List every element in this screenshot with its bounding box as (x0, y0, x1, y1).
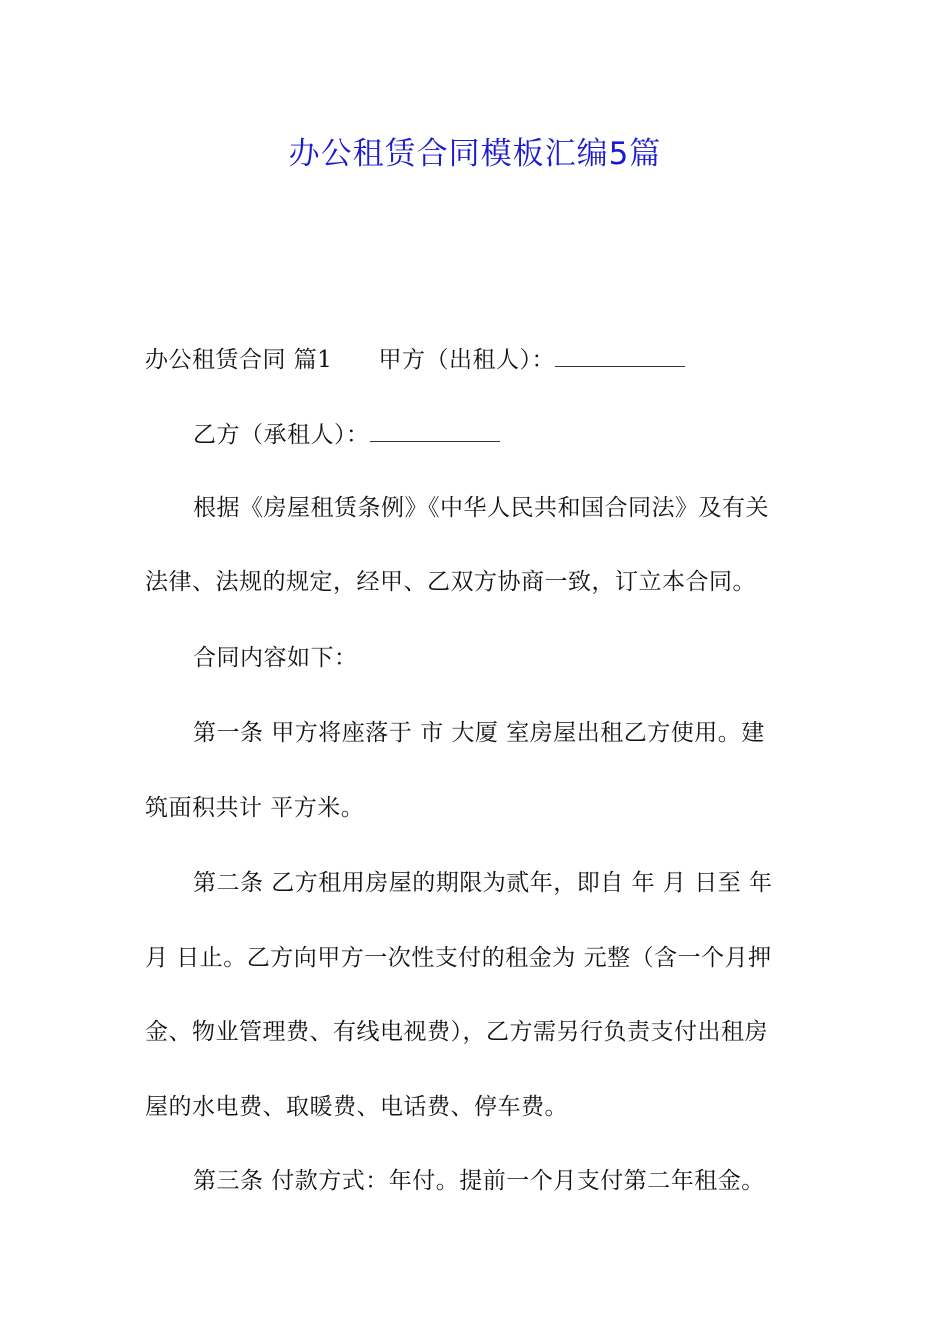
paragraph-line: 合同内容如下： (193, 645, 358, 671)
party-b-label: 乙方（承租人）： (193, 422, 370, 448)
paragraph-line: 屋的水电费、取暖费、电话费、停车费。 (145, 1094, 568, 1120)
party-a-label: 甲方（出租人）： (378, 347, 555, 373)
paragraph-line: 根据《房屋租赁条例》《中华人民共和国合同法》及有关 (193, 495, 769, 521)
paragraph-line: 第三条 付款方式：年付。提前一个月支付第二年租金。 (193, 1168, 765, 1194)
party-b-blank (370, 421, 500, 442)
contract-heading: 办公租赁合同 篇1 (145, 347, 333, 373)
document-title: 办公租赁合同模板汇编5篇 (288, 136, 662, 172)
paragraph-line: 金、物业管理费、有线电视费），乙方需另行负责支付出租房 (145, 1019, 768, 1045)
party-b-line (193, 420, 810, 450)
paragraph-line: 第二条 乙方租用房屋的期限为贰年，即自 年 月 日至 年 (193, 870, 773, 896)
paragraph-line: 筑面积共计 平方米。 (145, 795, 365, 821)
paragraph-line: 法律、法规的规定，经甲、乙双方协商一致，订立本合同。 (145, 569, 756, 595)
party-a-blank (555, 346, 685, 367)
paragraph-line: 第一条 甲方将座落于 市 大厦 室房屋出租乙方使用。建 (193, 720, 765, 746)
party-a-line (145, 345, 810, 375)
paragraph-line: 月 日止。乙方向甲方一次性支付的租金为 元整（含一个月押 (145, 945, 772, 971)
